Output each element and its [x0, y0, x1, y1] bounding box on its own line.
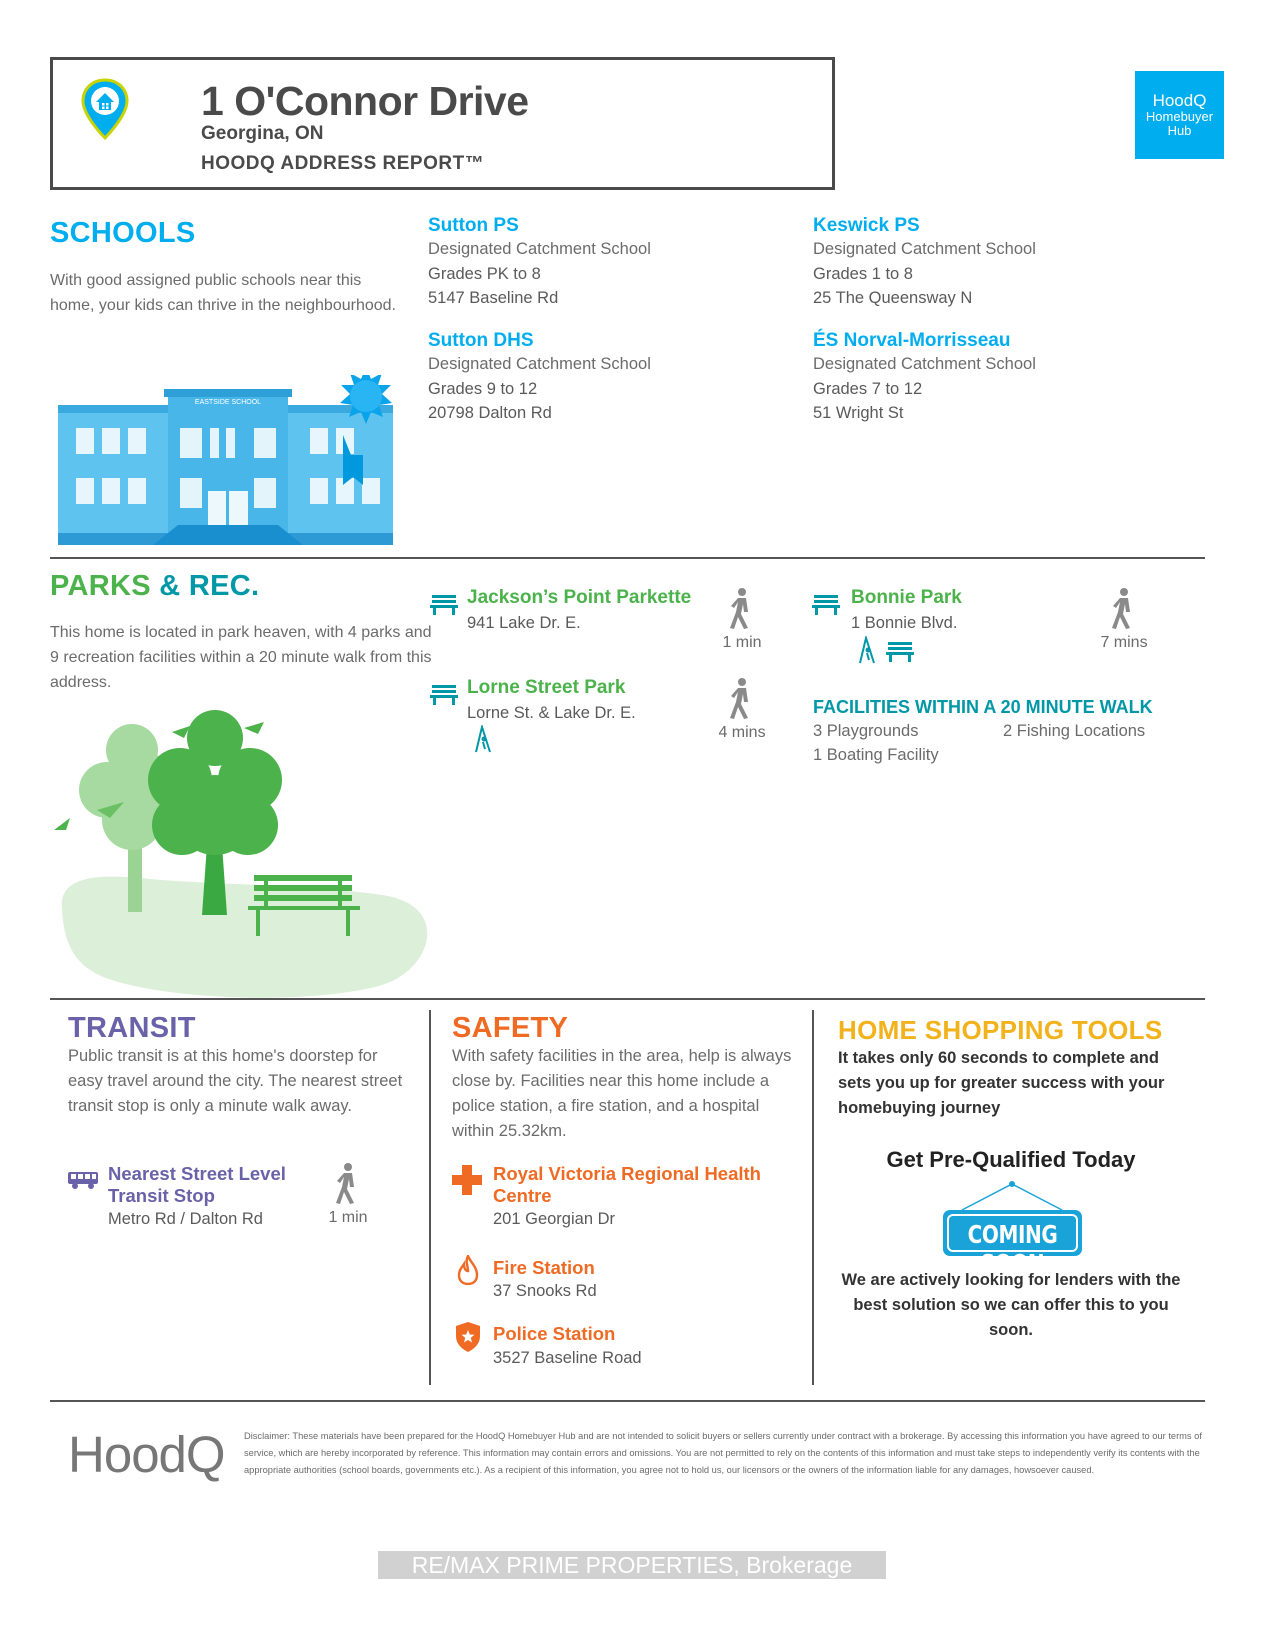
school-item: [428, 330, 651, 426]
school-name[interactable]: ÉS Norval-Morrisseau: [813, 330, 1011, 351]
address-city: Georgina, ON: [201, 123, 324, 144]
school-item: [813, 215, 1036, 311]
school-name[interactable]: Sutton DHS: [428, 330, 534, 351]
facilities-heading: FACILITIES WITHIN A 20 MINUTE WALK: [813, 697, 1153, 717]
transit-stop-title-line2: Transit Stop: [108, 1185, 215, 1206]
school-grades: Grades PK to 8: [428, 264, 541, 283]
disclaimer-text: Disclaimer: These materials have been prepared for the HoodQ Homebuyer Hub and are not intended to solicit buyers or sellers currently under contract with a brokerage. By accessing this information you have agreed to our terms of service, which are hereby incorporated by reference. This information may contain errors and omissions. You are not permitted to rely on the contents of this information and must take steps to independently verify its contents with the appropriate authorities (school boards, governments etc.). As a recipient of this information, you agree not to hold us, our licensors or the owners of the information liable for any damages, howsoever caused.: [244, 1431, 1202, 1475]
parks-heading: [50, 570, 259, 603]
walking-person-icon: [1110, 588, 1136, 630]
lender-text: We are actively looking for lenders with the best solution so we can offer this to you soon.: [841, 1271, 1181, 1339]
safety-item-name-line2: Centre: [493, 1185, 552, 1206]
bench-icon: [812, 593, 840, 615]
bench-icon: [886, 640, 914, 662]
walk-time: 1 min: [328, 1209, 368, 1226]
safety-heading: SAFETY: [452, 1012, 569, 1044]
parks-heading-part1: PARKS: [50, 570, 151, 602]
playground-icon: [856, 636, 878, 664]
home-pin-icon: [80, 78, 130, 140]
tools-heading: HOME SHOPPING TOOLS: [838, 1015, 1163, 1045]
page-title: 1 O'Connor Drive: [201, 78, 529, 124]
tools-description: It takes only 60 seconds to complete and sets you up for greater success with your homebuying journey: [838, 1049, 1165, 1117]
hospital-cross-icon: [452, 1165, 482, 1195]
park-address: 941 Lake Dr. E.: [467, 614, 581, 632]
walking-person-icon: [728, 588, 754, 630]
police-shield-icon: [456, 1322, 480, 1352]
report-label: HOODQ ADDRESS REPORT™: [201, 153, 485, 174]
park-address: Lorne St. & Lake Dr. E.: [467, 704, 636, 722]
coming-soon-text: COMING SOON: [967, 1220, 1058, 1278]
hoodq-logo: HoodQ: [68, 1426, 225, 1483]
school-name[interactable]: Keswick PS: [813, 215, 920, 236]
transit-description: Public transit is at this home's doorstep for easy travel around the city. The nearest street transit stop is only a minute walk away.: [68, 1047, 403, 1115]
fire-icon: [457, 1255, 479, 1285]
homebuyer-hub-logo: [1135, 71, 1224, 159]
facility-item: 3 Playgrounds: [813, 722, 919, 740]
school-type: Designated Catchment School: [428, 355, 651, 373]
hub-line-1: HoodQ: [1152, 91, 1207, 110]
park-name[interactable]: Lorne Street Park: [467, 677, 626, 698]
school-grades: Grades 9 to 12: [428, 379, 538, 398]
safety-item-name[interactable]: [493, 1163, 761, 1207]
school-address: 20798 Dalton Rd: [428, 404, 552, 422]
school-sign-text: EASTSIDE SCHOOL: [194, 399, 262, 406]
school-item: [428, 215, 651, 311]
schools-description: With good assigned public schools near this home, your kids can thrive in the neighbourhood.: [50, 272, 396, 314]
school-grades: Grades 1 to 8: [813, 264, 913, 283]
safety-item-address: 201 Georgian Dr: [493, 1210, 615, 1228]
facility-item: 2 Fishing Locations: [1003, 722, 1146, 740]
brokerage-watermark: RE/MAX PRIME PROPERTIES, Brokerage: [378, 1551, 886, 1579]
park-illustration: [52, 710, 432, 1000]
parks-description: This home is located in park heaven, with 4 parks and 9 recreation facilities within a 20 minute walk from this address.: [50, 624, 432, 691]
school-type: Designated Catchment School: [813, 355, 1036, 373]
safety-item-name[interactable]: Police Station: [493, 1323, 616, 1344]
bench-icon: [430, 593, 458, 615]
school-address: 5147 Baseline Rd: [428, 289, 559, 307]
hub-line-3: Hub: [1167, 123, 1192, 138]
hub-line-2: Homebuyer: [1145, 109, 1214, 124]
section-divider: [50, 1400, 1205, 1402]
transit-stop-address: Metro Rd / Dalton Rd: [108, 1210, 263, 1228]
safety-item-name-line1: Royal Victoria Regional Health: [493, 1163, 761, 1184]
schools-heading: SCHOOLS: [50, 217, 196, 249]
walking-person-icon: [728, 678, 754, 720]
school-building-illustration: [58, 375, 428, 555]
walk-time: 4 mins: [718, 724, 766, 741]
section-divider: [50, 998, 1205, 1000]
facility-item: 1 Boating Facility: [813, 746, 939, 764]
school-item: [813, 330, 1036, 426]
bench-icon: [430, 683, 458, 705]
safety-item-address: 3527 Baseline Road: [493, 1349, 642, 1367]
column-divider: [429, 1010, 431, 1385]
park-name[interactable]: Jackson’s Point Parkette: [467, 587, 692, 608]
safety-description: With safety facilities in the area, help is always close by. Facilities near this home include a police station, a fire station, and a hospital within 25.32km.: [452, 1047, 792, 1140]
school-address: 25 The Queensway N: [813, 289, 973, 307]
park-address: 1 Bonnie Blvd.: [851, 614, 958, 632]
walk-time: 7 mins: [1100, 634, 1148, 651]
safety-item-address: 37 Snooks Rd: [493, 1282, 597, 1300]
playground-icon: [472, 725, 494, 753]
safety-item-name[interactable]: Fire Station: [493, 1257, 595, 1278]
column-divider: [812, 1010, 814, 1385]
park-name[interactable]: Bonnie Park: [851, 587, 962, 608]
school-grades: Grades 7 to 12: [813, 379, 923, 398]
walk-time: 1 min: [722, 634, 762, 651]
walking-person-icon: [334, 1163, 360, 1205]
school-address: 51 Wright St: [813, 404, 904, 422]
school-name[interactable]: Sutton PS: [428, 215, 519, 236]
prequalify-cta[interactable]: Get Pre-Qualified Today: [886, 1147, 1136, 1172]
transit-stop-title[interactable]: [108, 1163, 286, 1207]
transit-stop-title-line1: Nearest Street Level: [108, 1163, 286, 1184]
school-type: Designated Catchment School: [428, 240, 651, 258]
transit-heading: TRANSIT: [68, 1012, 196, 1044]
parks-heading-part2: & REC.: [159, 570, 260, 602]
section-divider: [50, 557, 1205, 559]
bus-icon: [68, 1170, 98, 1190]
school-type: Designated Catchment School: [813, 240, 1036, 258]
